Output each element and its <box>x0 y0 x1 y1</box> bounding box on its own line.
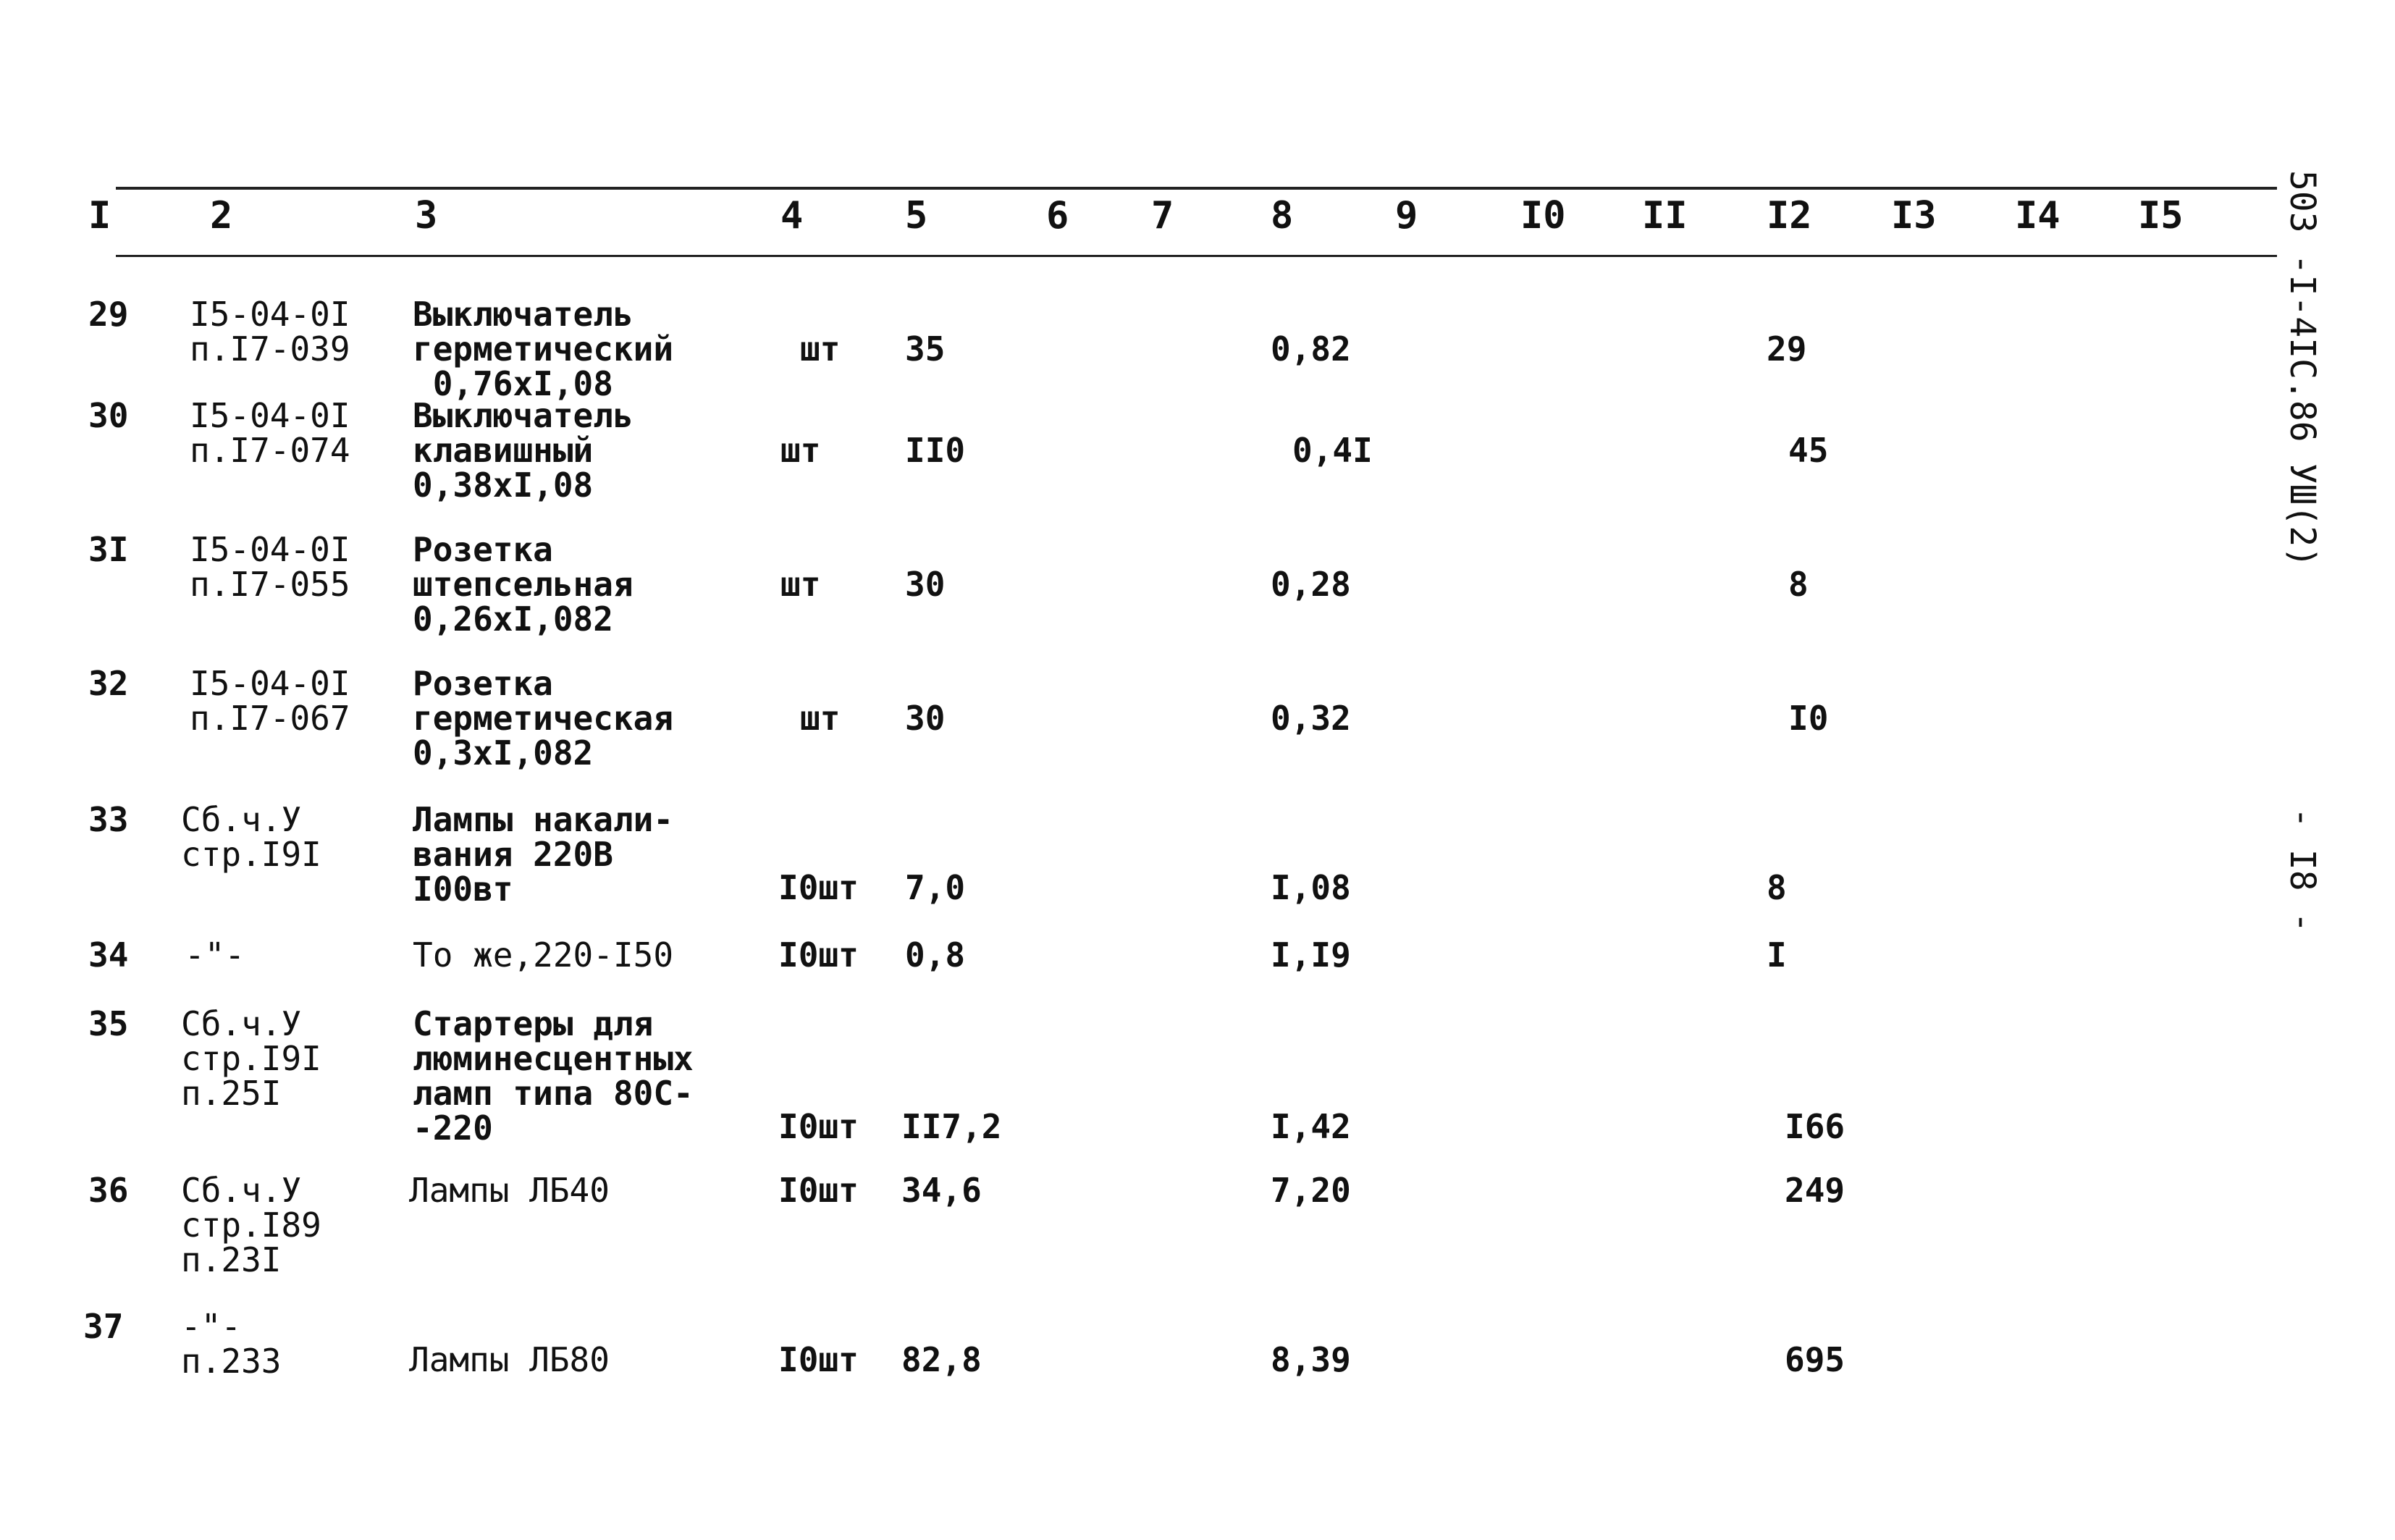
col-header-2: 2 <box>210 194 233 237</box>
row-col8: 0,82 <box>1271 329 1351 369</box>
col-header-3: 3 <box>415 194 438 237</box>
side-label: 503 -I-4IC.86 УШ(2) <box>2282 170 2323 568</box>
row-name: Выключатель герметический 0,76xI,08 <box>413 295 674 403</box>
row-unit: I0шт <box>778 1340 859 1379</box>
col-header-13: I3 <box>1891 194 1937 237</box>
col-header-8: 8 <box>1271 194 1294 237</box>
row-col12: 8 <box>1788 565 1809 604</box>
row-col12: 45 <box>1788 431 1829 470</box>
col-header-7: 7 <box>1151 194 1174 237</box>
row-col12: I66 <box>1785 1107 1845 1146</box>
col-header-12: I2 <box>1767 194 1812 237</box>
row-unit: I0шт <box>778 935 859 975</box>
row-name: Розетка герметическая 0,3xI,082 <box>413 664 674 773</box>
col-header-14: I4 <box>2015 194 2061 237</box>
col-header-1: I <box>88 194 111 237</box>
row-name: Выключатель клавишный 0,38xI,08 <box>413 396 634 505</box>
row-qty: 0,8 <box>905 935 966 975</box>
row-code: Сб.ч.У стр.I9I <box>181 800 321 874</box>
row-col12: I0 <box>1788 699 1829 738</box>
row-qty: 30 <box>905 699 946 738</box>
row-name: Лампы ЛБ80 <box>409 1340 610 1379</box>
row-num: 36 <box>88 1171 129 1210</box>
col-header-10: I0 <box>1520 194 1566 237</box>
row-col8: I,I9 <box>1271 935 1351 975</box>
col-header-9: 9 <box>1395 194 1418 237</box>
row-col8: 7,20 <box>1271 1171 1351 1210</box>
row-name: То же,220-I50 <box>413 935 674 975</box>
row-col12: 249 <box>1785 1171 1845 1210</box>
row-num: 35 <box>88 1004 129 1043</box>
top-rule <box>116 187 2277 190</box>
row-num: 30 <box>88 396 129 435</box>
row-num: 3I <box>88 530 129 569</box>
row-col8: I,08 <box>1271 868 1351 907</box>
row-qty: 82,8 <box>901 1340 982 1379</box>
row-unit: I0шт <box>778 1107 859 1146</box>
row-col8: 8,39 <box>1271 1340 1351 1379</box>
row-num: 32 <box>88 664 129 703</box>
row-unit: шт <box>800 329 841 369</box>
page-marker: - I8 - <box>2282 807 2323 933</box>
row-code: I5-04-0I п.I7-074 <box>190 396 350 470</box>
row-code: I5-04-0I п.I7-055 <box>190 530 350 604</box>
row-code: -"- <box>185 935 245 975</box>
row-unit: шт <box>780 565 821 604</box>
row-unit: шт <box>780 431 821 470</box>
col-header-6: 6 <box>1046 194 1069 237</box>
row-num: 37 <box>83 1307 124 1346</box>
row-num: 33 <box>88 800 129 839</box>
row-code: Сб.ч.У стр.I89 п.23I <box>181 1171 321 1279</box>
row-name: Розетка штепсельная 0,26xI,082 <box>413 530 634 639</box>
row-qty: II0 <box>905 431 966 470</box>
row-name: Лампы накали- вания 220В I00вт <box>413 800 674 909</box>
row-qty: II7,2 <box>901 1107 1002 1146</box>
row-qty: 7,0 <box>905 868 966 907</box>
row-code: I5-04-0I п.I7-067 <box>190 664 350 738</box>
row-code: -"- п.233 <box>181 1307 282 1381</box>
row-qty: 35 <box>905 329 946 369</box>
row-name: Лампы ЛБ40 <box>409 1171 610 1210</box>
col-header-5: 5 <box>905 194 928 237</box>
row-col12: 8 <box>1767 868 1787 907</box>
col-header-4: 4 <box>780 194 804 237</box>
row-col8: 0,4I <box>1292 431 1373 470</box>
col-header-11: II <box>1642 194 1688 237</box>
row-col12: I <box>1767 935 1787 975</box>
row-col8: 0,32 <box>1271 699 1351 738</box>
header-rule <box>116 255 2277 257</box>
row-code: Сб.ч.У стр.I9I п.25I <box>181 1004 321 1113</box>
row-num: 29 <box>88 295 129 334</box>
row-qty: 34,6 <box>901 1171 982 1210</box>
row-code: I5-04-0I п.I7-039 <box>190 295 350 369</box>
row-col8: 0,28 <box>1271 565 1351 604</box>
row-col12: 695 <box>1785 1340 1845 1379</box>
row-unit: шт <box>800 699 841 738</box>
row-col12: 29 <box>1767 329 1807 369</box>
row-num: 34 <box>88 935 129 975</box>
row-unit: I0шт <box>778 1171 859 1210</box>
row-col8: I,42 <box>1271 1107 1351 1146</box>
row-name: Стартеры для люминесцентных ламп типа 80С- -220 <box>413 1004 694 1148</box>
col-header-15: I5 <box>2138 194 2184 237</box>
row-unit: I0шт <box>778 868 859 907</box>
row-qty: 30 <box>905 565 946 604</box>
